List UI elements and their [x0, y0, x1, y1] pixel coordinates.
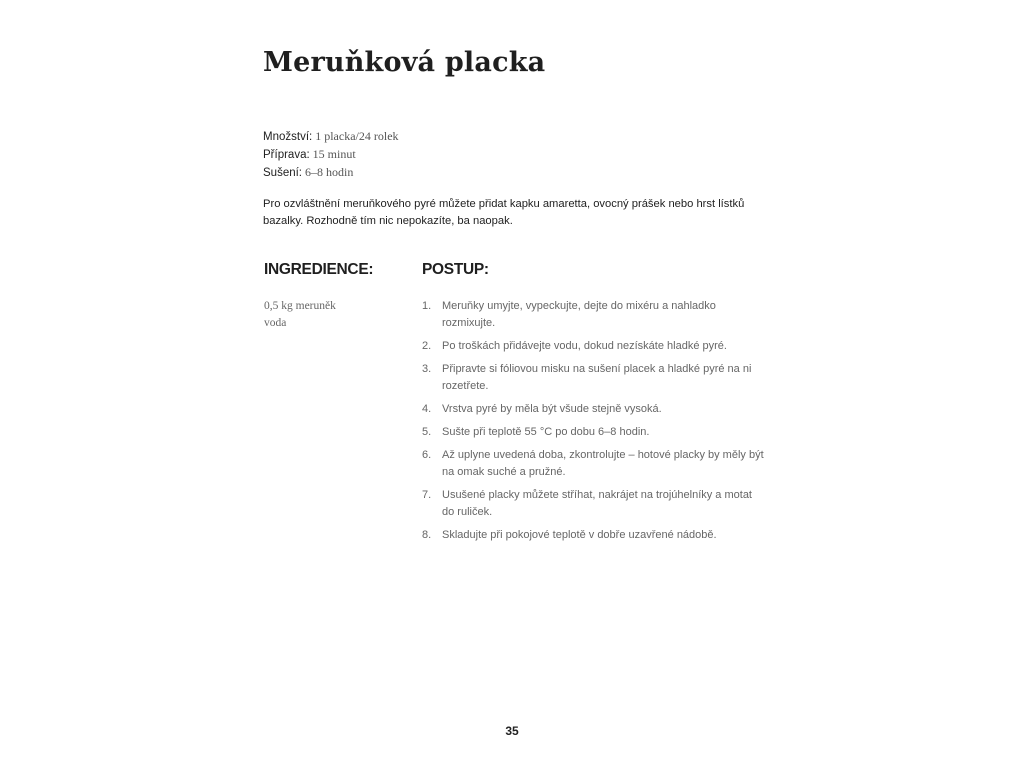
- step-number: 3.: [422, 363, 432, 375]
- ingredient-item: voda: [264, 317, 287, 329]
- step-item: [422, 401, 767, 418]
- step-text: Po troškách přidávejte vodu, dokud nezískáte hladké pyré.: [442, 340, 727, 352]
- meta-drying-value: 6–8 hodin: [302, 165, 354, 179]
- meta-drying-label: Sušení:: [263, 167, 302, 179]
- step-item: [422, 338, 767, 355]
- step-item: [422, 361, 767, 395]
- step-number: 6.: [422, 449, 432, 461]
- ingredients-list: [264, 298, 336, 332]
- step-item: [422, 447, 767, 481]
- step-text: Skladujte při pokojové teplotě v dobře uzavřené nádobě.: [442, 529, 717, 541]
- page-number: 35: [505, 724, 519, 738]
- meta-preparation: [263, 146, 399, 164]
- step-number: 4.: [422, 403, 432, 415]
- steps-list: [422, 298, 767, 550]
- step-item: [422, 424, 767, 441]
- step-number: 2.: [422, 340, 432, 352]
- step-item: [422, 487, 767, 521]
- step-text: Sušte při teplotě 55 °C po dobu 6–8 hodin.: [442, 426, 650, 438]
- step-number: 8.: [422, 529, 432, 541]
- meta-preparation-label: Příprava:: [263, 149, 310, 161]
- meta-drying: [263, 164, 399, 182]
- meta-preparation-value: 15 minut: [309, 147, 356, 161]
- steps-heading: POSTUP:: [422, 261, 489, 278]
- step-text: Meruňky umyjte, vypeckujte, dejte do mixéru a nahladko rozmixujte.: [442, 300, 716, 329]
- step-number: 1.: [422, 300, 432, 312]
- meta-quantity: [263, 128, 399, 146]
- step-number: 5.: [422, 426, 432, 438]
- step-number: 7.: [422, 489, 432, 501]
- ingredient-item: 0,5 kg meruněk: [264, 300, 336, 312]
- step-item: [422, 527, 767, 544]
- step-item: [422, 298, 767, 332]
- step-text: Připravte si fóliovou misku na sušení placek a hladké pyré na ni rozetřete.: [442, 363, 752, 392]
- recipe-title: Meruňková placka: [263, 47, 546, 78]
- meta-quantity-label: Množství:: [263, 131, 313, 143]
- ingredients-heading: INGREDIENCE:: [264, 261, 374, 278]
- step-text: Vrstva pyré by měla být všude stejně vysoká.: [442, 403, 662, 415]
- step-text: Usušené placky můžete stříhat, nakrájet na trojúhelníky a motat do ruliček.: [442, 489, 752, 518]
- recipe-meta: [263, 128, 399, 182]
- step-text: Až uplyne uvedená doba, zkontrolujte – hotové placky by měly být na omak suché a pružné.: [442, 449, 764, 478]
- recipe-intro: Pro ozvláštnění meruňkového pyré můžete přidat kapku amaretta, ovocný prášek nebo hrst lístků bazalky. Rozhodně tím nic nepokazíte, ba naopak.: [263, 198, 745, 227]
- meta-quantity-value: 1 placka/24 rolek: [312, 129, 399, 143]
